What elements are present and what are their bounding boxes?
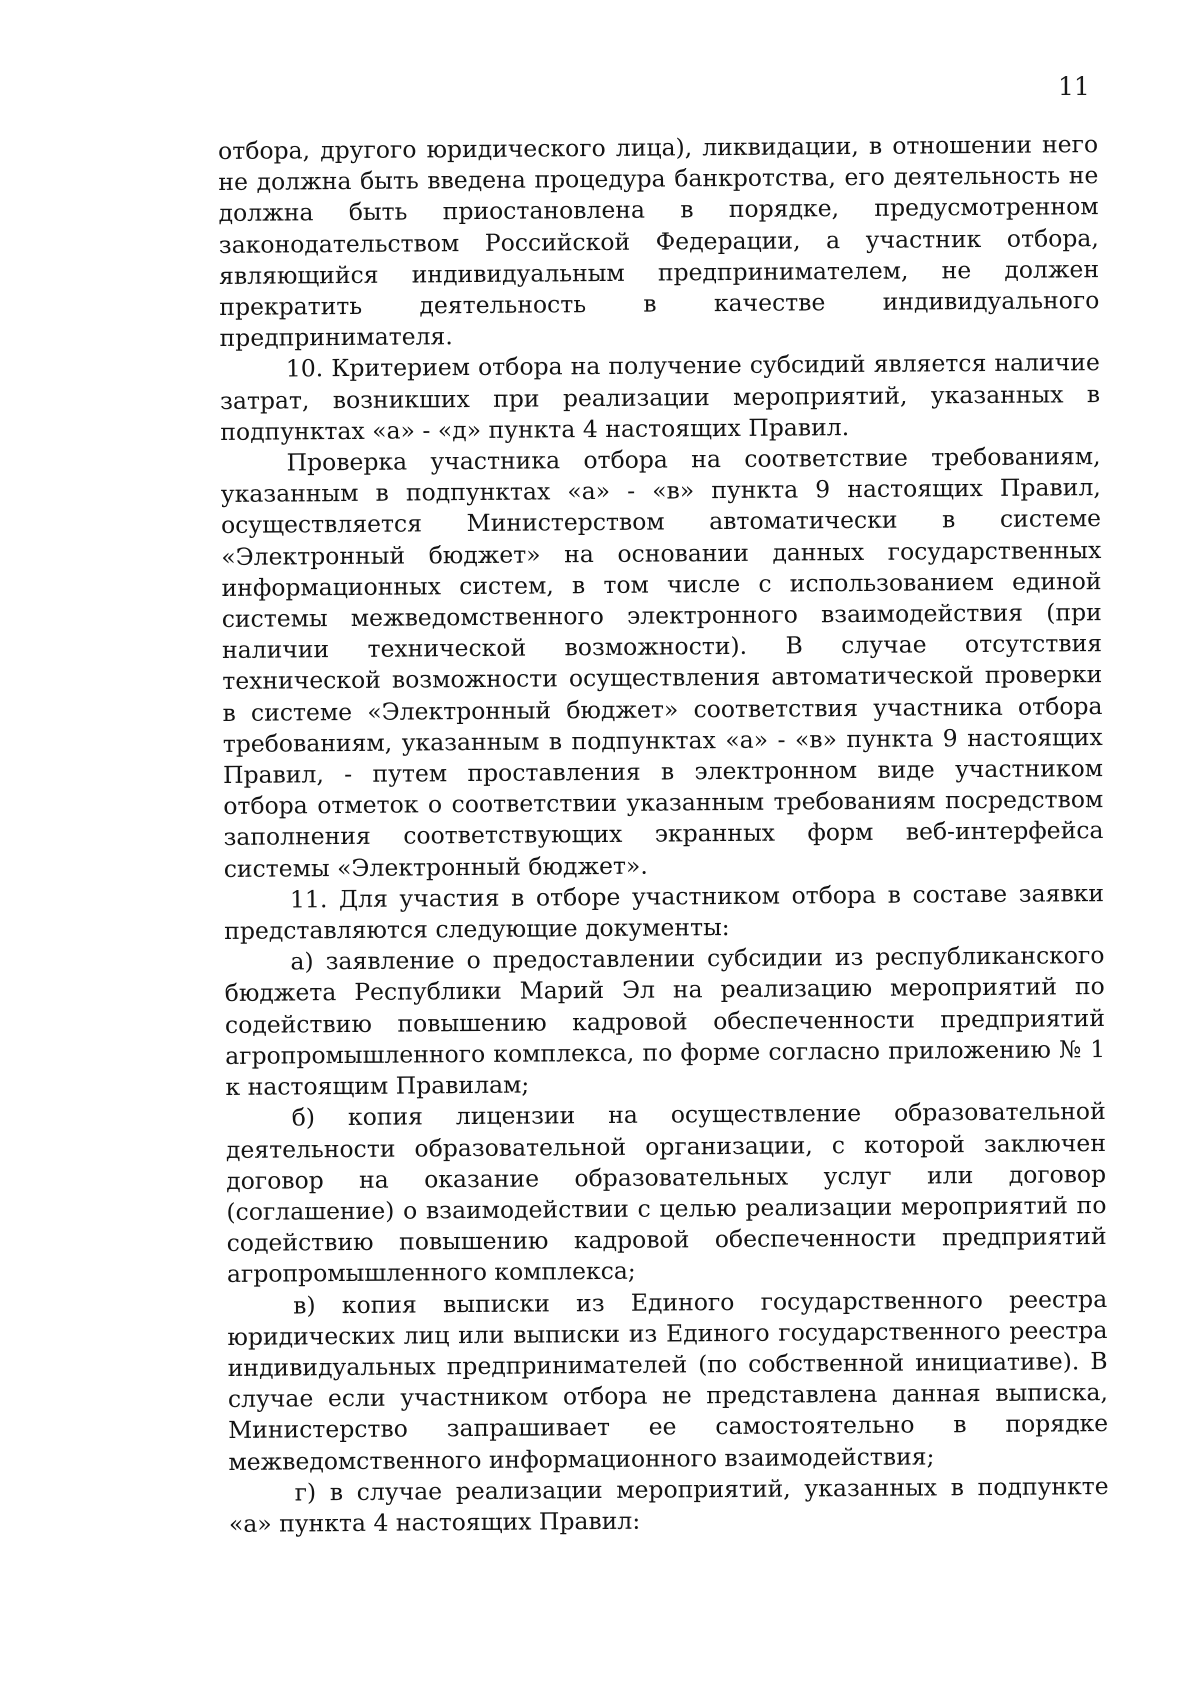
subitem-b: б) копия лицензии на осуществление образовательной деятельности образовательной организации, с которой заключен договор на оказание образовательных услуг или договор (соглашение) о взаимодействии с целью реализации мероприятий по содействию повышению кадровой обеспеченности предприятий агропромышленного комплекса; xyxy=(225,1097,1107,1289)
paragraph-continuation: отбора, другого юридического лица), ликвидации, в отношении него не должна быть введена процедура банкротства, его деятельность не должна быть приостановлена в порядке, предусмотренном законодательством Российской Федерации, а участник отбора, являющийся индивидуальным предпринимателем, не должен прекратить деятельность в качестве индивидуального предпринимателя. xyxy=(218,130,1100,353)
paragraph-item-11: 11. Для участия в отборе участником отбора в составе заявки представляются следующие документы: xyxy=(224,878,1105,946)
page-number: 11 xyxy=(1058,72,1090,101)
document-body xyxy=(218,129,1109,1540)
subitem-g: г) в случае реализации мероприятий, указанных в подпункте «а» пункта 4 настоящих Правил: xyxy=(228,1471,1109,1538)
paragraph-item-10: 10. Критерием отбора на получение субсидий является наличие затрат, возникших при реализации мероприятий, указанных в подпунктах «а» - «д» пункта 4 настоящих Правил. xyxy=(219,348,1101,446)
subitem-v: в) копия выписки из Единого государственного реестра юридических лиц или выписки из Единого государственного реестра индивидуальных предпринимателей (по собственной инициативе). В случае если участником отбора не представлена данная выписка, Министерство запрашивает ее самостоятельно в порядке межведомственного информационного взаимодействия; xyxy=(227,1284,1109,1476)
subitem-a: а) заявление о предоставлении субсидии из республиканского бюджета Республики Марий Эл на реализацию мероприятий по содействию повышению кадровой обеспеченности предприятий агропромышленного комплекса, по форме согласно приложению № 1 к настоящим Правилам; xyxy=(224,941,1106,1102)
paragraph-verification: Проверка участника отбора на соответствие требованиям, указанным в подпунктах «а» - «в» пункта 9 настоящих Правил, осуществляется Министерством автоматически в системе «Электронный бюджет» на основании данных государственных информационных систем, в том числе с использованием единой системы межведомственного электронного взаимодействия (при наличии технической возможности). В случае отсутствия технической возможности осуществления автоматической проверки в системе «Электронный бюджет» соответствия участника отбора требованиям, указанным в подпунктах «а» - «в» пункта 9 настоящих Правил, - путем проставления в электронном виде участником отбора отметок о соответствии указанным требованиям посредством заполнения соответствующих экранных форм веб-интерфейса системы «Электронный бюджет». xyxy=(220,442,1104,883)
